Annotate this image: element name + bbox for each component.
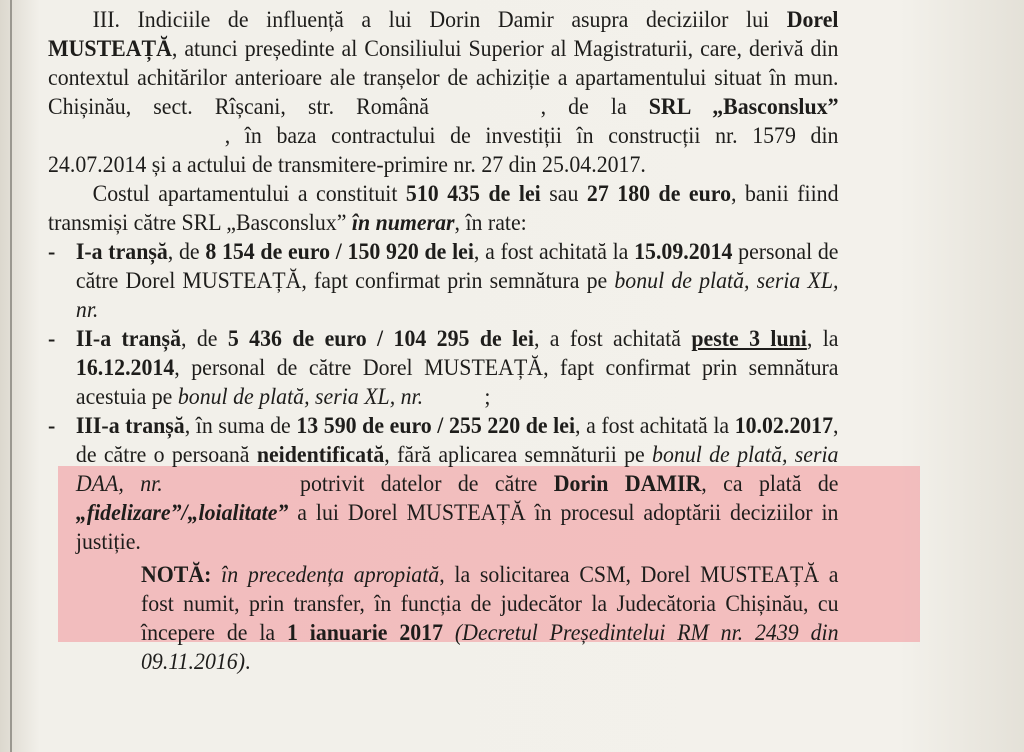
note-label: NOTĂ: <box>141 562 212 588</box>
note-italic: în precedența apropiată <box>211 562 440 588</box>
installment-text: , de <box>181 326 228 352</box>
installment-text: , personal de către Dorel MUSTEAȚĂ, fapt confirmat prin semnătura acestuia pe <box>75 355 839 410</box>
note-text: , la solicitarea CSM, Dorel MUSTEAȚĂ a fost numit, prin transfer, în funcția de judecător la Judecătoria Chișinău, cu începere de la <box>141 562 839 646</box>
note-text: . <box>245 649 251 675</box>
installment-text: a lui Dorel MUSTEAȚĂ în procesul adoptării deciziilor in justiție. <box>75 500 839 555</box>
note-date: 1 ianuarie 2017 <box>286 620 444 646</box>
intro-name: Dorel MUSTEAȚĂ <box>48 7 839 62</box>
cost-text-2: sau <box>540 181 587 207</box>
intro-text-1: III. Indiciile de influență a lui Dorin Damir asupra deciziilor lui <box>92 7 787 33</box>
installment-label: II-a tranșă <box>75 326 182 352</box>
installment-date: 10.02.2017 <box>734 413 834 439</box>
list-item <box>48 412 839 557</box>
cost-text-4: , în rate: <box>454 210 527 236</box>
installment-unidentified: neidentificată <box>256 442 385 468</box>
intro-text-2: , atunci președinte al Consiliului Superior al Magistraturii, care, derivă din contextul achitărilor anterioare ale tranșelor de achiziție a apartamentului situat în mun. Chișinău, sect. Rîșcani, str. Română <box>48 36 839 120</box>
installment-amount: 5 436 de euro / 104 295 de lei <box>227 326 534 352</box>
installment-text: ; <box>478 384 491 410</box>
installment-amount: 8 154 de euro / 150 920 de lei <box>205 239 474 265</box>
installment-date: 15.09.2014 <box>634 239 733 265</box>
installment-delay: peste 3 luni <box>691 326 807 352</box>
cost-cash: în numerar <box>351 210 455 236</box>
cost-text-3: , banii fiind transmiși către SRL „Basconslux” <box>48 181 839 236</box>
installment-receipt: bonul de plată, seria XL, nr. <box>177 384 424 410</box>
document-text <box>48 6 839 677</box>
installment-text: , fără aplicarea semnăturii pe <box>384 442 653 468</box>
note-paragraph <box>48 561 839 677</box>
installment-text: , a fost achitată <box>533 326 692 352</box>
installment-text: , la <box>806 326 839 352</box>
note-decree: (Decretul Președintelui RM nr. 2439 din 09.11.2016) <box>141 620 839 675</box>
installment-receipt: bonul de plată, seria XL, nr. <box>75 268 839 323</box>
cost-text-1: Costul apartamentului a constituit <box>92 181 406 207</box>
cost-euro: 27 180 de euro <box>586 181 732 207</box>
installments-list <box>48 238 839 557</box>
cost-lei: 510 435 de lei <box>405 181 541 207</box>
intro-company: SRL „Basconslux” <box>648 94 839 120</box>
installment-text: , a fost achitată la <box>473 239 635 265</box>
list-item <box>48 238 839 325</box>
installment-text: , de către o persoană <box>75 413 839 468</box>
installment-receipt: bonul de plată, seria DAA, nr. <box>75 442 839 497</box>
installment-text: potrivit datelor de către <box>283 471 554 497</box>
intro-text-4: , în baza contractului de investiții în construcții nr. 1579 din 24.07.2014 și a actului de transmitere-primire nr. 27 din 25.04.2017. <box>48 123 839 178</box>
installment-text: , de <box>167 239 206 265</box>
intro-text-3: , de la <box>540 94 649 120</box>
installment-text: , în suma de <box>184 413 297 439</box>
installment-text: personal de către Dorel MUSTEAȚĂ, fapt confirmat prin semnătura pe <box>75 239 839 294</box>
installment-date: 16.12.2014 <box>75 355 175 381</box>
bullet-marker: - <box>48 326 56 352</box>
page-fold-line <box>10 0 12 752</box>
list-item <box>48 325 839 412</box>
installment-label: I-a tranșă <box>75 239 168 265</box>
bullet-marker: - <box>48 239 56 265</box>
paragraph-intro <box>48 6 839 180</box>
installment-loyalty: „fidelizare”/„loialitate” <box>75 500 289 526</box>
paragraph-cost <box>48 180 839 238</box>
installment-text: , ca plată de <box>701 471 839 497</box>
installment-text: , a fost achitată la <box>575 413 735 439</box>
bullet-marker: - <box>48 413 56 439</box>
installment-damir: Dorin DAMIR <box>553 471 702 497</box>
installment-label: III-a tranșă <box>75 413 185 439</box>
installment-amount: 13 590 de euro / 255 220 de lei <box>296 413 576 439</box>
